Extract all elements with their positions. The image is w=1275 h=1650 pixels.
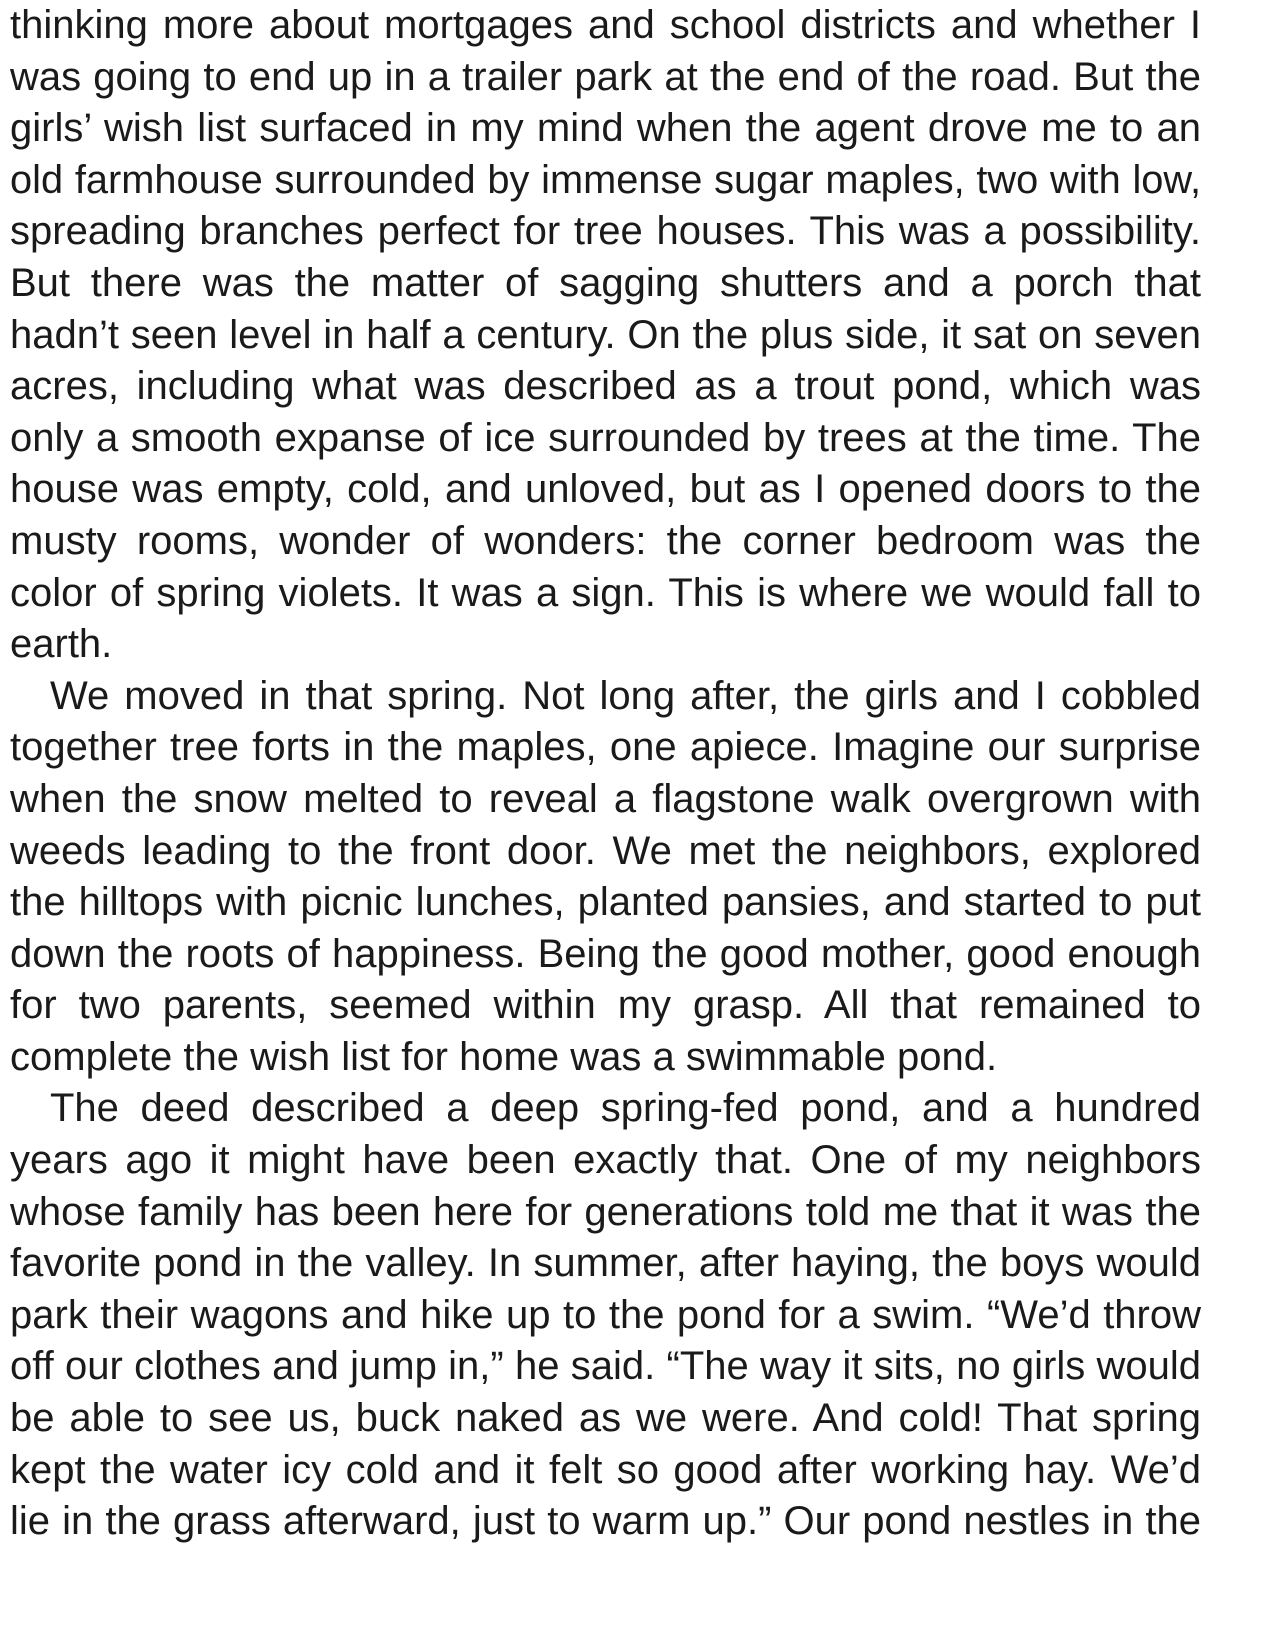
text-line: be able to see us, buck naked as we were. And cold! That spring: [10, 1396, 1201, 1441]
text-line: acres, including what was described as a trout pond, which was: [10, 364, 1201, 409]
text-line: house was empty, cold, and unloved, but as I opened doors to the: [10, 467, 1201, 512]
text-line: off our clothes and jump in,” he said. “The way it sits, no girls would: [10, 1344, 1201, 1389]
text-line: hadn’t seen level in half a century. On the plus side, it sat on seven: [10, 312, 1201, 357]
paragraph-3: [10, 1083, 1201, 1547]
text-line: earth.: [10, 622, 113, 667]
paragraph-2: [10, 671, 1201, 1084]
text-line: together tree forts in the maples, one apiece. Imagine our surprise: [10, 725, 1201, 770]
text-line: We moved in that spring. Not long after, the girls and I cobbled: [50, 673, 1201, 718]
book-page: [10, 0, 1201, 1650]
text-line: only a smooth expanse of ice surrounded by trees at the time. The: [10, 415, 1201, 460]
text-line: whose family has been here for generations told me that it was the: [10, 1189, 1201, 1234]
text-line: lie in the grass afterward, just to warm up.” Our pond nestles in the: [10, 1499, 1201, 1544]
text-line: down the roots of happiness. Being the good mother, good enough: [10, 931, 1201, 976]
text-line: old farmhouse surrounded by immense sugar maples, two with low,: [10, 157, 1201, 202]
text-line: spreading branches perfect for tree houses. This was a possibility.: [10, 209, 1201, 254]
paragraph-1: [10, 0, 1201, 671]
text-line: color of spring violets. It was a sign. This is where we would fall to: [10, 570, 1201, 615]
text-line: when the snow melted to reveal a flagstone walk overgrown with: [10, 776, 1201, 821]
text-line: girls’ wish list surfaced in my mind when the agent drove me to an: [10, 106, 1201, 151]
text-line: for two parents, seemed within my grasp. All that remained to: [10, 983, 1201, 1028]
text-line: musty rooms, wonder of wonders: the corner bedroom was the: [10, 518, 1201, 563]
text-line: The deed described a deep spring-fed pond, and a hundred: [50, 1086, 1201, 1131]
text-line: the hilltops with picnic lunches, planted pansies, and started to put: [10, 880, 1201, 925]
text-line: favorite pond in the valley. In summer, after haying, the boys would: [10, 1241, 1201, 1286]
text-line: thinking more about mortgages and school districts and whether I: [10, 3, 1201, 47]
text-line: kept the water icy cold and it felt so good after working hay. We’d: [10, 1447, 1201, 1492]
text-line: But there was the matter of sagging shutters and a porch that: [10, 260, 1201, 305]
text-line: was going to end up in a trailer park at the end of the road. But the: [10, 54, 1201, 99]
text-line: park their wagons and hike up to the pond for a swim. “We’d throw: [10, 1292, 1201, 1337]
text-line: years ago it might have been exactly that. One of my neighbors: [10, 1138, 1201, 1183]
text-line: weeds leading to the front door. We met the neighbors, explored: [10, 828, 1201, 873]
text-line: complete the wish list for home was a swimmable pond.: [10, 1034, 998, 1079]
